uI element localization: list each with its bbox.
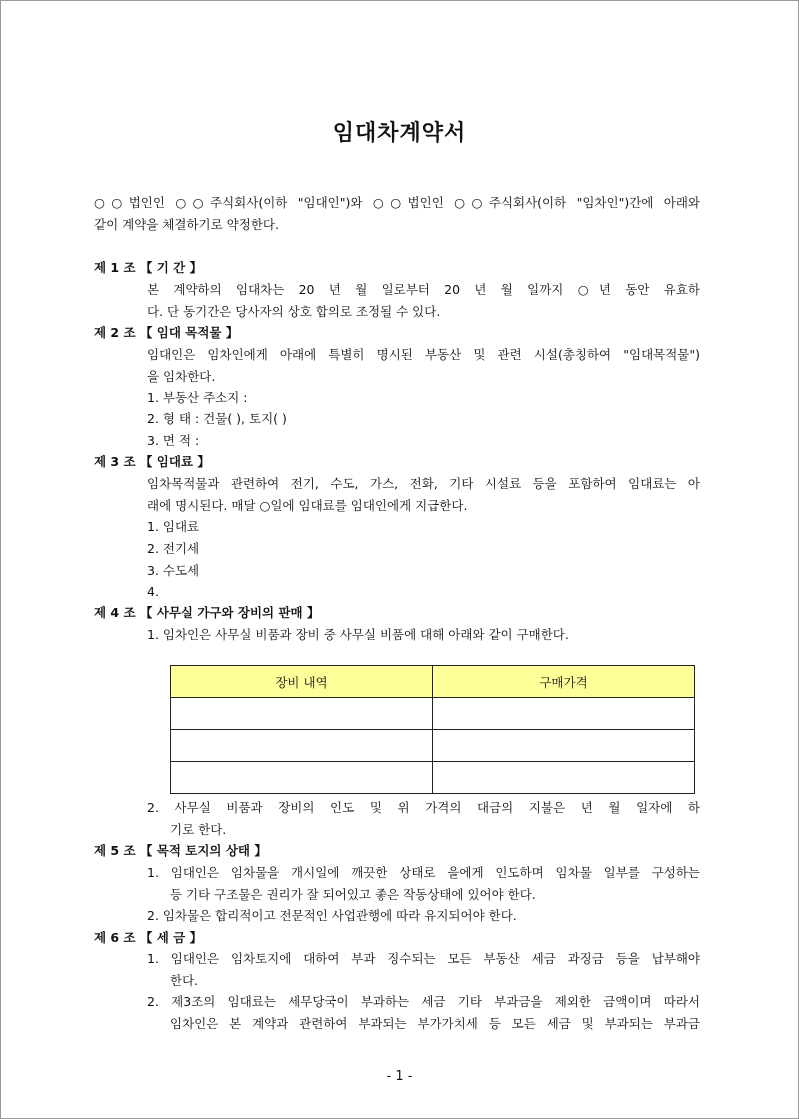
intro-line-1: ○○법인인 ○○주식회사(이하 "임대인")와 ○○법인인 ○○주식회사(이하 "임차인")간에 아래와: [94, 195, 700, 210]
article-5-heading: 제 5 조 【 목적 토지의 상태 】: [94, 843, 267, 858]
table-cell: [171, 730, 433, 762]
article-5-line-2: 등 기타 구조물은 권리가 잘 되어있고 좋은 작동상태에 있어야 한다.: [170, 887, 536, 902]
table-row: [171, 698, 695, 730]
article-3-item-3: 3. 수도세: [147, 563, 200, 578]
table-cell: [433, 730, 695, 762]
table-cell: [171, 698, 433, 730]
equipment-table: [170, 665, 695, 794]
document-title: 임대차계약서: [332, 121, 467, 146]
article-2-heading: 제 2 조 【 임대 목적물 】: [94, 325, 239, 340]
article-3-item-4: 4.: [147, 584, 159, 599]
article-2-item-3: 3. 면 적 :: [147, 433, 200, 448]
article-4-heading: 제 4 조 【 사무실 가구와 장비의 판매 】: [94, 605, 320, 620]
article-5-line-1: 1. 임대인은 임차물을 개시일에 깨끗한 상태로 을에게 인도하며 임차물 일부를 구성하는: [147, 865, 700, 880]
article-1-line-2: 다. 단 동기간은 당사자의 상호 합의로 조정될 수 있다.: [147, 304, 441, 319]
article-2-item-1: 1. 부동산 주소지 :: [147, 390, 248, 405]
article-3-item-1: 1. 임대료: [147, 519, 200, 534]
page-number: - 1 -: [386, 1069, 413, 1084]
article-1-heading: 제 1 조 【 기 간 】: [94, 260, 203, 275]
article-4-line-1: 1. 임차인은 사무실 비품과 장비 중 사무실 비품에 대해 아래와 같이 구매한다.: [147, 627, 569, 642]
article-6-line-3: 2. 제3조의 임대료는 세무당국이 부과하는 세금 기타 부과금을 제외한 금액이며 따라서: [147, 994, 700, 1009]
article-4-line-3: 기로 한다.: [170, 822, 227, 837]
article-6-line-4: 임차인은 본 계약과 관련하여 부과되는 부가가치세 등 모든 세금 및 부과되는 부과금: [170, 1016, 700, 1031]
article-6-line-2: 한다.: [170, 973, 199, 988]
article-4-line-2: 2. 사무실 비품과 장비의 인도 및 위 가격의 대금의 지불은 년 월 일자에 하: [147, 800, 700, 815]
article-2-line-1: 임대인은 임차인에게 아래에 특별히 명시된 부동산 및 관련 시설(총칭하여 "임대목적물"): [147, 347, 700, 362]
article-3-item-2: 2. 전기세: [147, 541, 200, 556]
article-5-line-3: 2. 임차물은 합리적이고 전문적인 사업관행에 따라 유지되어야 한다.: [147, 908, 517, 923]
article-2-item-2: 2. 형 태 : 건물( ), 토지( ): [147, 411, 287, 426]
article-3-heading: 제 3 조 【 임대료 】: [94, 454, 210, 469]
article-2-line-2: 을 임차한다.: [147, 369, 216, 384]
table-header-row: [171, 666, 695, 698]
table-row: [171, 730, 695, 762]
article-3-line-1: 임차목적물과 관련하여 전기, 수도, 가스, 전화, 기타 시설료 등을 포함하여 임대료는 아: [147, 476, 700, 491]
table-cell: [433, 762, 695, 794]
intro-line-2: 같이 계약을 체결하기로 약정한다.: [94, 217, 279, 232]
table-cell: [171, 762, 433, 794]
article-6-line-1: 1. 임대인은 임차토지에 대하여 부과 징수되는 모든 부동산 세금 과징금 등을 납부해야: [147, 951, 700, 966]
table-row: [171, 762, 695, 794]
article-3-line-2: 래에 명시된다. 매달 ○일에 임대료를 임대인에게 지급한다.: [147, 498, 468, 513]
table-cell: [433, 698, 695, 730]
table-header-cell: 장비 내역: [171, 666, 433, 698]
table-header-cell: 구매가격: [433, 666, 695, 698]
article-6-heading: 제 6 조 【 세 금 】: [94, 930, 203, 945]
article-1-line-1: 본 계약하의 임대차는 20 년 월 일로부터 20 년 월 일까지 ○년 동안 유효하: [147, 282, 700, 297]
